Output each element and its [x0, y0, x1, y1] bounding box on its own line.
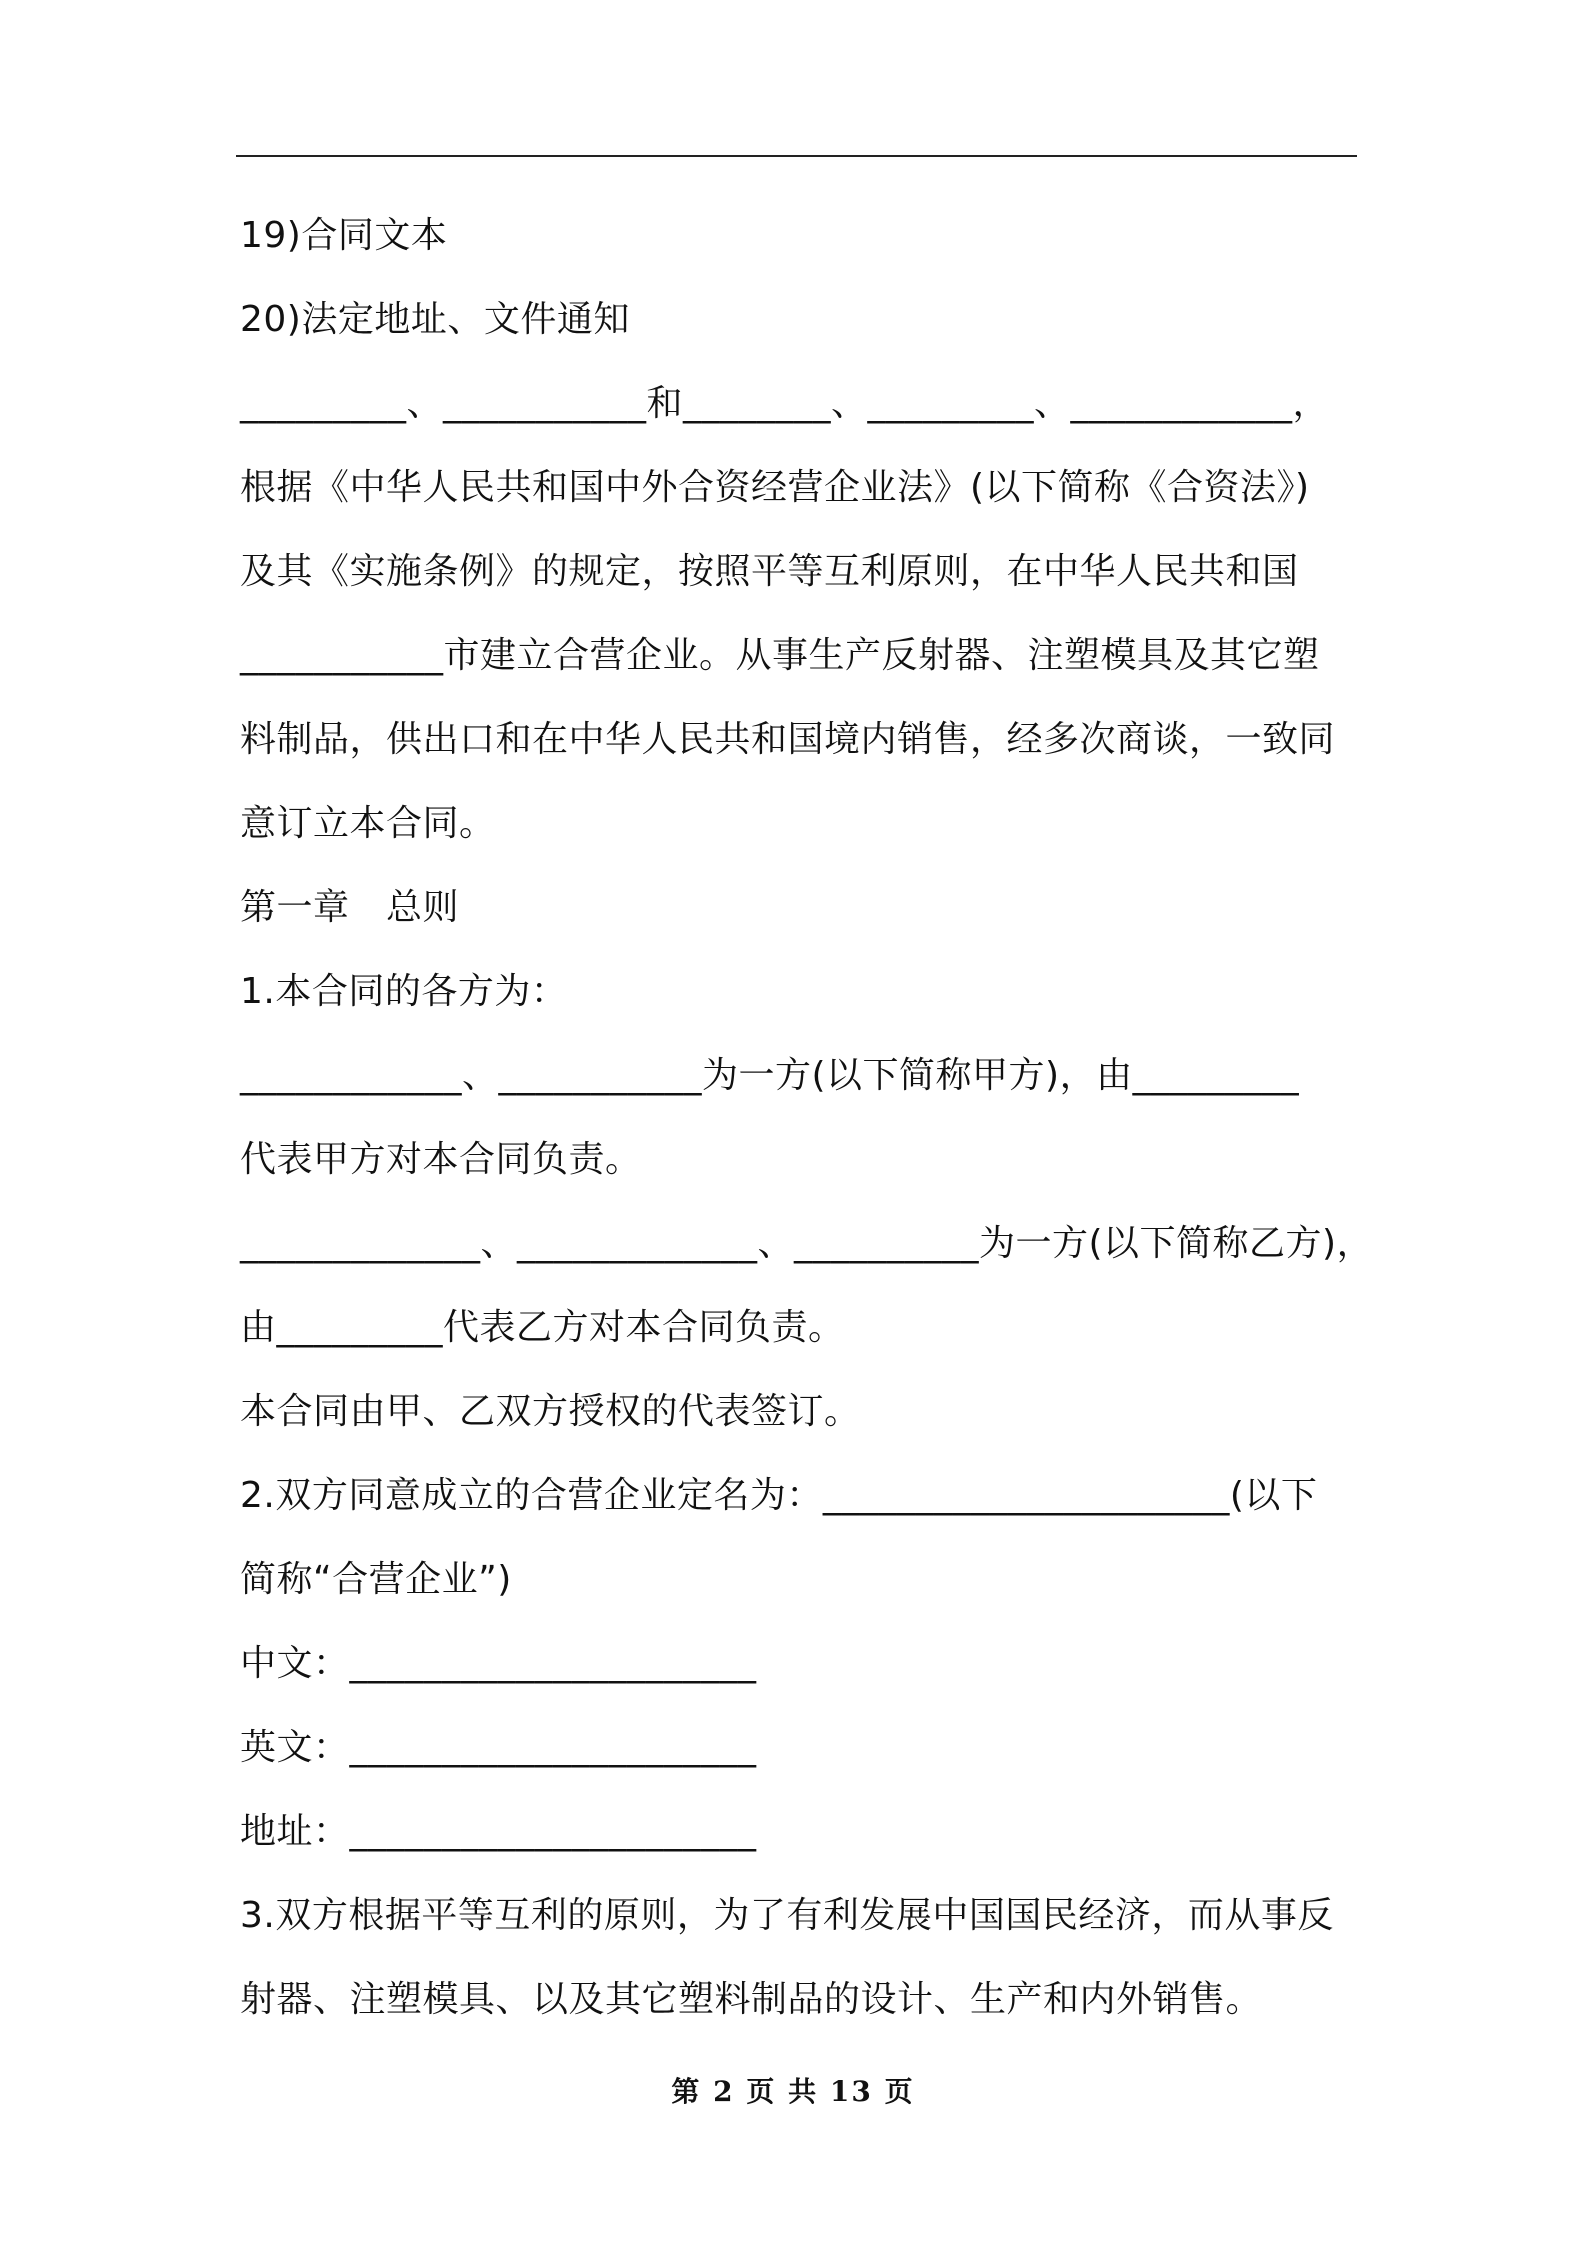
page-number: 第 2 页 共 13 页 [671, 2075, 915, 2108]
chapter-1-heading: 第一章 总则 [240, 887, 460, 928]
party-b-line-2: 由_________代表乙方对本合同负责。 [240, 1307, 845, 1348]
chinese-name-field: 中文：______________________ [240, 1643, 757, 1684]
item-19-contract-text: 19)合同文本 [240, 215, 448, 256]
document-body [240, 194, 1374, 2042]
clause-2-line-1: 2.双方同意成立的合营企业定名为：______________________(以下 [240, 1475, 1318, 1516]
preamble-line-4: ___________市建立合营企业。从事生产反射器、注塑模具及其它塑 [240, 635, 1320, 676]
preamble-line-2: 根据《中华人民共和国中外合资经营企业法》(以下简称《合资法》) [240, 467, 1310, 508]
item-20-legal-address: 20)法定地址、文件通知 [240, 299, 630, 340]
clause-2-line-2: 简称“合营企业”) [240, 1559, 512, 1600]
party-b-line-1: _____________、_____________、__________为一方(以下简称乙方)， [240, 1223, 1374, 1264]
clause-3-line-2: 射器、注塑模具、以及其它塑料制品的设计、生产和内外销售。 [240, 1979, 1263, 2020]
preamble-line-5: 料制品，供出口和在中华人民共和国境内销售，经多次商谈，一致同 [240, 719, 1336, 760]
preamble-line-3: 及其《实施条例》的规定，按照平等互利原则，在中华人民共和国 [240, 551, 1299, 592]
address-field: 地址：______________________ [240, 1811, 757, 1852]
signing-statement: 本合同由甲、乙双方授权的代表签订。 [240, 1391, 861, 1432]
clause-3-line-1: 3.双方根据平等互利的原则，为了有利发展中国国民经济，而从事反 [240, 1895, 1334, 1936]
clause-1-heading: 1.本合同的各方为： [240, 971, 568, 1012]
preamble-line-1: _________、___________和________、_________、____________， [240, 383, 1329, 424]
preamble-line-6: 意订立本合同。 [240, 803, 496, 844]
header-rule [236, 155, 1357, 157]
english-name-field: 英文：______________________ [240, 1727, 757, 1768]
party-a-line-2: 代表甲方对本合同负责。 [240, 1139, 642, 1180]
party-a-line-1: ____________、___________为一方(以下简称甲方)，由_________ [240, 1055, 1300, 1096]
